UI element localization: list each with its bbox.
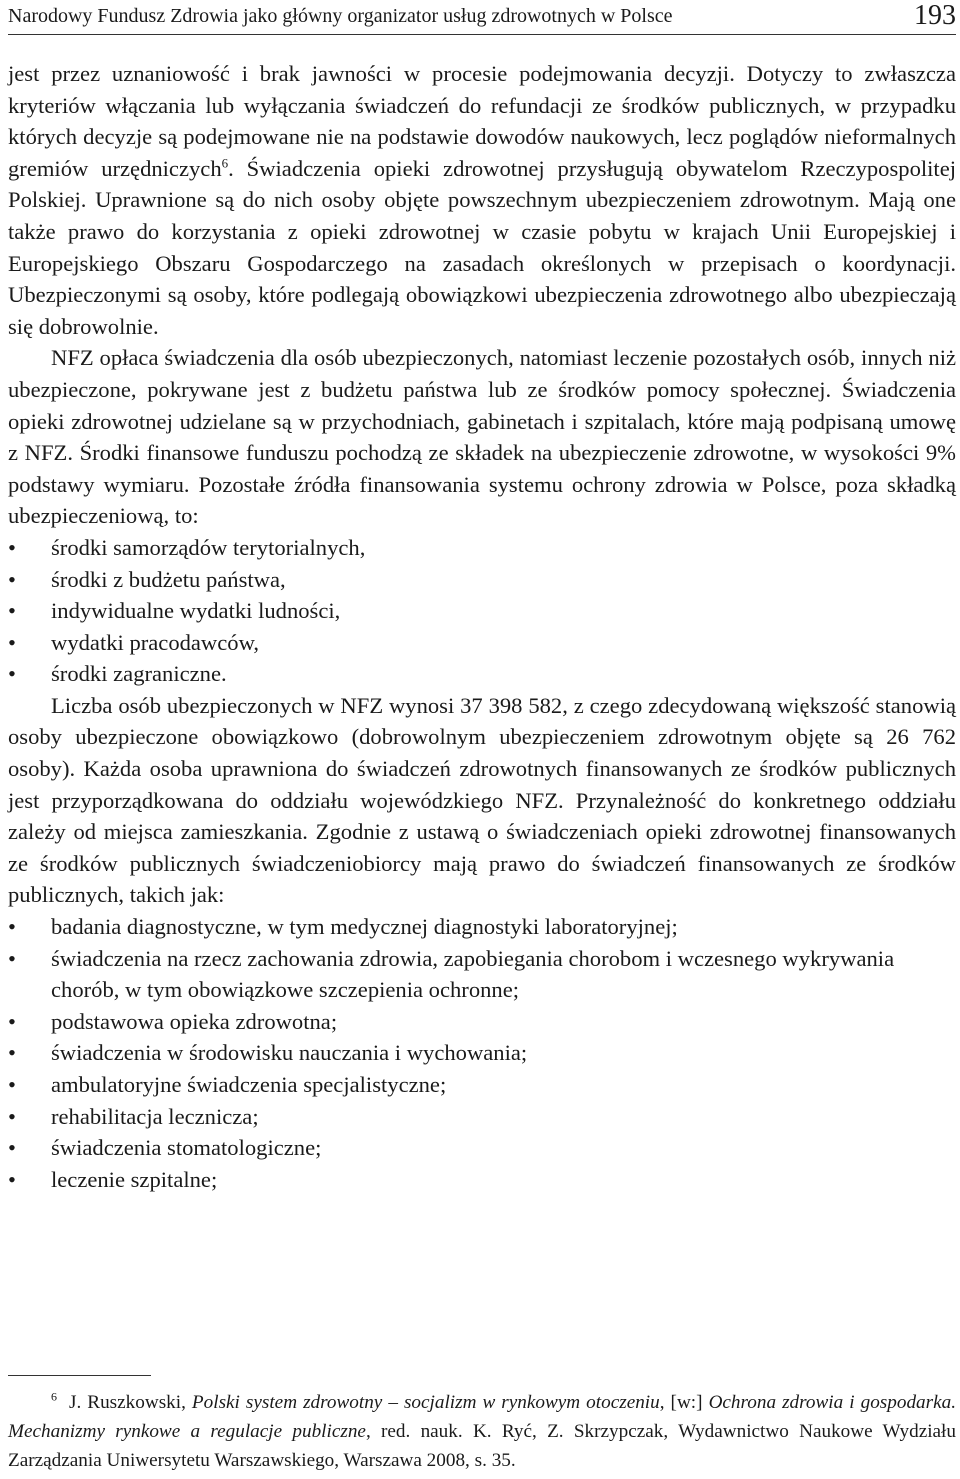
list-item: • środki zagraniczne. <box>8 658 956 690</box>
list-item: • rehabilitacja lecznicza; <box>8 1101 956 1133</box>
list-item: • badania diagnostyczne, w tym medycznej diagnostyki laboratoryjnej; <box>8 911 956 943</box>
bullet-icon: • <box>8 629 16 655</box>
bullet-icon: • <box>8 1135 16 1161</box>
bullet-icon: • <box>8 661 16 687</box>
list-item: • ambulatoryjne świadczenia specjalistyczne; <box>8 1069 956 1101</box>
bullet-icon: • <box>8 1103 16 1129</box>
bullet-icon: • <box>8 914 16 940</box>
list-item: • świadczenia stomatologiczne; <box>8 1132 956 1164</box>
funding-sources-list <box>8 532 956 690</box>
list-item: • środki z budżetu państwa, <box>8 564 956 596</box>
list-item: • środki samorządów terytorialnych, <box>8 532 956 564</box>
footnote-number: 6 <box>51 1389 57 1404</box>
bullet-icon: • <box>8 1072 16 1097</box>
bullet-icon: • <box>8 598 16 624</box>
bullet-icon: • <box>8 534 16 560</box>
running-title: Narodowy Fundusz Zdrowia jako główny organizator usług zdrowotnych w Polsce <box>8 5 673 27</box>
paragraph-1: jest przez uznaniowość i brak jawności w procesie podejmowania decyzji. Dotyczy to zwłaszcza kryteriów włączania lub wyłączania świadczeń do refundacji ze środków publicznych, w przypadku których decyzje są podejmowane nie na podstawie dowodów naukowych, lecz poglądów nieformalnych gremiów urzędniczych$^6$. Świadczenia opieki zdrowotnej przysługują obywatelom Rzeczypospolitej Polskiej. Uprawnione są do nich osoby objęte powszechnym ubezpieczeniem zdrowotnym. Mają one także prawo do korzystania z opieki zdrowotnej w czasie pobytu w krajach Unii Europejskiej i Europejskiego Obszaru Gospodarczego na zasadach określonych w przepisach o koordynacji. Ubezpieczonymi są osoby, które podlegają obowiązkowi ubezpieczenia zdrowotnego albo ubezpieczają się dobrowolnie. <box>8 61 956 339</box>
bullet-icon: • <box>8 945 16 971</box>
paragraph-2: NFZ opłaca świadczenia dla osób ubezpieczonych, natomiast leczenie pozostałych osób, innych niż ubezpieczone, pokrywane jest z budżetu państwa lub ze środków pomocy społecznej. Świadczenia opieki zdrowotnej udzielane są w przychodniach, gabinetach i szpitalach, które mają podpisaną umowę z NFZ. Środki finansowe funduszu pochodzą ze składek na ubezpieczenie zdrowotne, w wysokości 9% podstawy wymiaru. Pozostałe źródła finansowania systemu ochrony zdrowia w Polsce, poza składką ubezpieczeniową, to: <box>8 345 956 529</box>
page-header <box>8 0 956 35</box>
list-item: • świadczenia w środowisku nauczania i wychowania; <box>8 1037 956 1069</box>
bullet-icon: • <box>8 1008 16 1034</box>
list-item: • leczenie szpitalne; <box>8 1164 956 1196</box>
paragraph-3: Liczba osób ubezpieczonych w NFZ wynosi 37 398 582, z czego zdecydowaną większość stanowią osoby ubezpieczone obowiązkowo (dobrowolnym ubezpieczeniem zdrowotnym objęte są 26 762 osoby). Każda osoba uprawniona do świadczeń zdrowotnych finansowanych ze środków publicznych jest przyporządkowana do oddziału wojewódzkiego NFZ. Przynależność do konkretnego oddziału zależy od miejsca zamieszkania. Zgodnie z ustawą o świadczeniach opieki zdrowotnej finansowanych ze środków publicznych świadczeniobiorcy mają prawo do świadczeń finansowanych ze środków publicznych, takich jak: <box>8 692 956 908</box>
bullet-icon: • <box>8 1166 16 1192</box>
footnote-title-2: Ochrona zdrowia i gospodarka. Mechanizmy rynkowe a regulacje publiczne <box>8 1392 957 1442</box>
list-item: • podstawowa opieka zdrowotna; <box>8 1006 956 1038</box>
list-item: • świadczenia na rzecz zachowania zdrowia, zapobiegania chorobom i wczesnego wykrywania chorób, w tym obowiązkowe szczepienia ochronne; <box>8 943 956 1006</box>
footnote-title-1: Polski system zdrowotny – socjalizm w rynkowym otoczeniu <box>191 1392 660 1413</box>
footnote: $^6$ J. Ruszkowski, Polski system zdrowotny – socjalizm w rynkowym otoczeniu, [w:] Ochrona zdrowia i gospodarka. Mechanizmy rynkowe a regulacje publiczne, red. nauk. K. Ryć, Z. Skrzypczak, Wydawnictwo Naukowe Wydziału Zarządzania Uniwersytetu Warszawskiego, Warszawa 2008, s. 35. <box>8 1389 957 1471</box>
bullet-icon: • <box>8 566 16 592</box>
footnote-divider <box>8 1375 151 1376</box>
page-number: 193 <box>914 0 956 31</box>
bullet-icon: • <box>8 1040 16 1066</box>
body-text <box>8 58 956 1195</box>
benefits-list <box>8 911 956 1195</box>
footnote-ref[interactable]: 6 <box>221 155 229 171</box>
list-item: • wydatki pracodawców, <box>8 627 956 659</box>
list-item: • indywidualne wydatki ludności, <box>8 595 956 627</box>
